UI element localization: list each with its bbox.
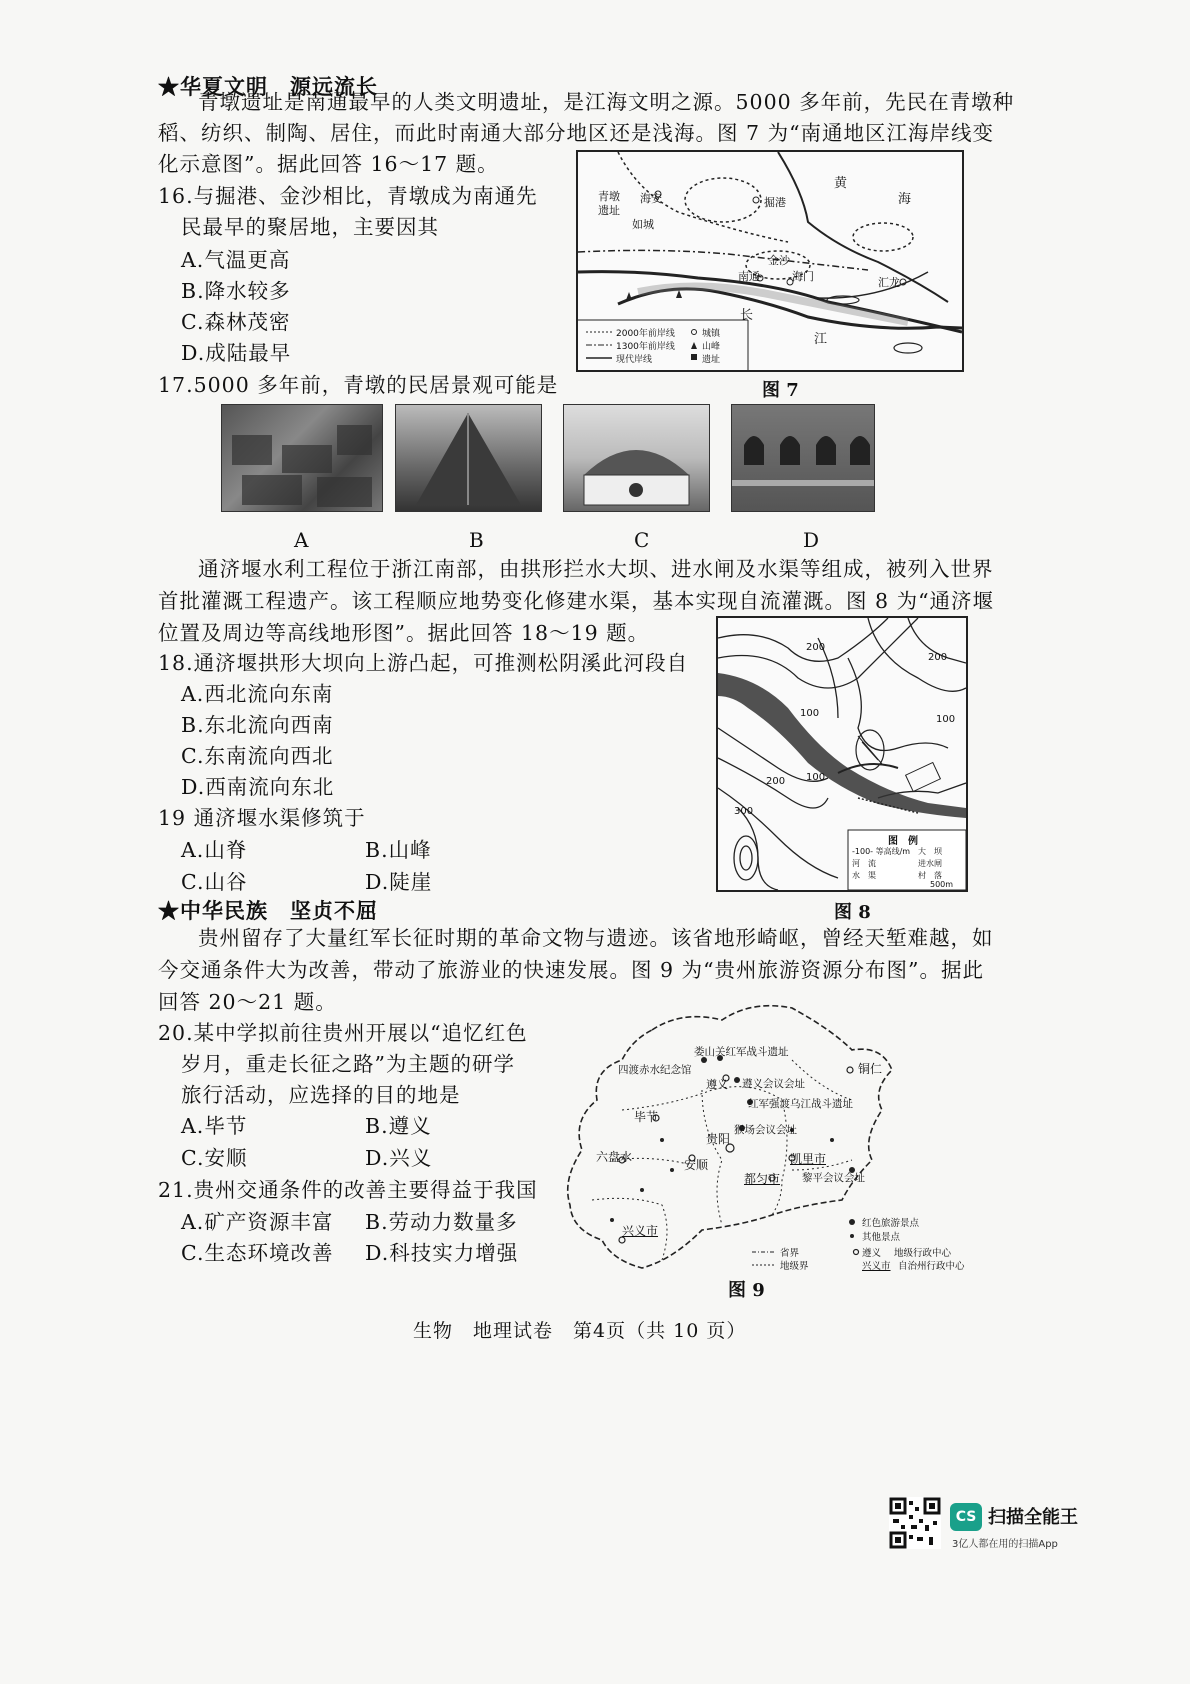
section-title-civilization: ★华夏文明 源远流长 (158, 74, 378, 99)
fig8-caption: 图 8 (834, 902, 871, 923)
photo-d-cave-dwelling (731, 404, 875, 512)
q16-stem: 民最早的聚居地，主要因其 (181, 215, 439, 239)
q18-stem: 18.通济堰拱形大坝向上游凸起，可推测松阴溪此河段自 (158, 651, 689, 675)
q19-option-b: B.山峰 (365, 838, 432, 862)
fig7-caption: 图 7 (762, 380, 799, 401)
map-label-juegang: 掘港 (764, 196, 786, 209)
camscanner-logo-icon: CS (950, 1503, 982, 1531)
legend-site: 遗址 (702, 355, 721, 365)
legend-canal: 水 渠 (852, 871, 876, 880)
map-label-hai: 海 (898, 192, 912, 207)
place-duyun: 都匀市 (744, 1172, 781, 1186)
place-liupanshui: 六盘水 (596, 1150, 633, 1164)
place-houchang: 猴场会议会址 (734, 1124, 797, 1136)
legend-zunyi-sample: 遵义 (862, 1248, 882, 1259)
q21-option-d: D.科技实力增强 (365, 1241, 519, 1265)
legend-peak: 山峰 (702, 342, 721, 352)
q21-option-a: A.矿产资源丰富 (181, 1210, 334, 1234)
photo-a-flat-roof-houses (221, 404, 383, 512)
fig8-contour-map (716, 616, 968, 892)
intro-line: 通济堰水利工程位于浙江南部，由拱形拦水大坝、进水闸及水渠等组成，被列入世界 (198, 557, 994, 581)
fig9-caption: 图 9 (728, 1280, 765, 1301)
q16-stem: 16.与掘港、金沙相比，青墩成为南通先 (158, 184, 538, 208)
q16-option-c: C.森林茂密 (181, 310, 291, 334)
map-label-jinsha: 金沙 (768, 254, 790, 267)
qr-code-icon (889, 1497, 941, 1549)
place-wujiang-battle: 红军强渡乌江战斗遗址 (748, 1098, 853, 1110)
intro-line: 首批灌溉工程遗产。该工程顺应地势变化修建水渠，基本实现自流灌溉。图 8 为“通济堰 (158, 589, 995, 613)
place-tongren: 铜仁 (858, 1062, 883, 1076)
q19-stem: 19 通济堰水渠修筑于 (158, 806, 366, 830)
intro-line: 青墩遗址是南通最早的人类文明遗址，是江海文明之源。5000 多年前，先民在青墩种 (198, 90, 1015, 114)
intro-line: 回答 20～21 题。 (158, 990, 337, 1014)
q19-option-a: A.山脊 (181, 838, 248, 862)
map-label-qingdun: 青墩 (598, 190, 620, 203)
contour-label: 100 (800, 708, 820, 719)
place-xingyi: 兴义市 (622, 1224, 659, 1238)
q21-option-b: B.劳动力数量多 (365, 1210, 518, 1234)
legend-2000: 2000年前岸线 (616, 329, 675, 339)
page-footer: 生物 地理试卷 第4页（共 10 页） (413, 1320, 747, 1342)
place-liping: 黎平会议会址 (802, 1172, 865, 1184)
photo-b-thatched-hut (395, 404, 542, 512)
photo-label-a: A (294, 528, 309, 552)
q21-option-c: C.生态环境改善 (181, 1241, 334, 1265)
legend-modern: 现代岸线 (616, 355, 653, 365)
contour-label: 200 (928, 652, 948, 663)
q20-stem: 岁月，重走长征之路”为主题的研学 (181, 1052, 515, 1076)
legend-autonomous-center: 自治州行政中心 (898, 1261, 965, 1272)
legend-contour: -100- 等高线/m (852, 847, 911, 856)
fig8-legend-title: 图 例 (888, 836, 918, 847)
legend-sluice: 进水闸 (918, 859, 942, 868)
contour-label: 200 (806, 642, 826, 653)
section-title-nation: ★中华民族 坚贞不屈 (158, 898, 378, 923)
q20-option-d: D.兴义 (365, 1146, 433, 1170)
map-label-nantong: 南通 (738, 270, 760, 283)
intro-line: 稻、纺织、制陶、居住，而此时南通大部分地区还是浅海。图 7 为“南通地区江海岸线变 (158, 121, 995, 145)
intro-line: 化示意图”。据此回答 16～17 题。 (158, 152, 499, 176)
q18-option-c: C.东南流向西北 (181, 744, 334, 768)
q16-option-b: B.降水较多 (181, 279, 291, 303)
place-guiyang: 贵阳 (706, 1132, 731, 1146)
map-label-huilong: 汇龙 (878, 276, 900, 289)
badge-title: 扫描全能王 (988, 1507, 1078, 1528)
legend-other-sites: 其他景点 (862, 1232, 901, 1243)
legend-prefecture-border: 地级界 (780, 1261, 809, 1272)
place-bijie: 毕节 (634, 1110, 659, 1124)
q19-option-d: D.陡崖 (365, 870, 433, 894)
legend-xingyi-sample: 兴义市 (862, 1261, 891, 1272)
legend-province-border: 省界 (780, 1248, 800, 1259)
photo-label-b: B (469, 528, 484, 552)
map-label-huang: 黄 (834, 176, 848, 191)
q18-option-a: A.西北流向东南 (181, 682, 334, 706)
map-label-chang: 长 (740, 308, 754, 323)
contour-label: 200 (766, 776, 786, 787)
q21-stem: 21.贵州交通条件的改善主要得益于我国 (158, 1178, 538, 1202)
place-sidu-chishui: 四渡赤水纪念馆 (618, 1064, 692, 1076)
fig7-coastline-map (576, 150, 964, 372)
place-kaili: 凯里市 (790, 1152, 827, 1166)
place-loushanguan: 娄山关红军战斗遗址 (694, 1046, 789, 1058)
intro-line: 贵州留存了大量红军长征时期的革命文物与遗迹。该省地形崎岖，曾经天堑难越，如 (198, 926, 994, 950)
legend-red-sites: 红色旅游景点 (862, 1218, 920, 1229)
q20-option-c: C.安顺 (181, 1146, 248, 1170)
q18-option-b: B.东北流向西南 (181, 713, 334, 737)
intro-line: 位置及周边等高线地形图”。据此回答 18～19 题。 (158, 621, 650, 645)
q20-option-b: B.遵义 (365, 1114, 432, 1138)
fig8-scale: 500m (930, 880, 954, 889)
map-label-haimen: 海门 (792, 270, 814, 283)
q20-option-a: A.毕节 (181, 1114, 248, 1138)
fig9-guizhou-map (552, 990, 992, 1275)
intro-line: 今交通条件大为改善，带动了旅游业的快速发展。图 9 为“贵州旅游资源分布图”。据此 (158, 958, 985, 982)
q18-option-d: D.西南流向东北 (181, 775, 335, 799)
photo-c-yurt (563, 404, 710, 512)
map-label-rucheng: 如城 (632, 218, 654, 231)
place-zunyi: 遵义 (706, 1078, 728, 1091)
q17-stem: 17.5000 多年前，青墩的民居景观可能是 (158, 373, 559, 397)
legend-town: 城镇 (702, 329, 721, 339)
map-label-jiang: 江 (814, 332, 828, 347)
photo-label-d: D (803, 528, 820, 552)
q16-option-d: D.成陆最早 (181, 341, 292, 365)
legend-village: 村 落 (918, 871, 942, 880)
contour-label: 100 (936, 714, 956, 725)
q16-option-a: A.气温更高 (181, 248, 291, 272)
photo-label-c: C (634, 528, 650, 552)
map-label-haian: 海安 (640, 192, 662, 205)
q19-option-c: C.山谷 (181, 870, 248, 894)
contour-label: 100 (806, 772, 826, 783)
legend-prefecture-center: 地级行政中心 (894, 1248, 952, 1259)
contour-label: 300 (734, 806, 754, 817)
map-label-site: 遗址 (598, 204, 620, 217)
badge-subtitle: 3亿人都在用的扫描App (952, 1539, 1058, 1550)
q20-stem: 旅行活动，应选择的目的地是 (181, 1083, 461, 1107)
legend-1300: 1300年前岸线 (616, 342, 675, 352)
q20-stem: 20.某中学拟前往贵州开展以“追忆红色 (158, 1021, 528, 1045)
legend-dam: 大 坝 (918, 847, 942, 856)
legend-river: 河 流 (852, 859, 876, 868)
place-zunyi-conference: 遵义会议会址 (742, 1078, 805, 1090)
place-anshun: 安顺 (684, 1158, 709, 1172)
